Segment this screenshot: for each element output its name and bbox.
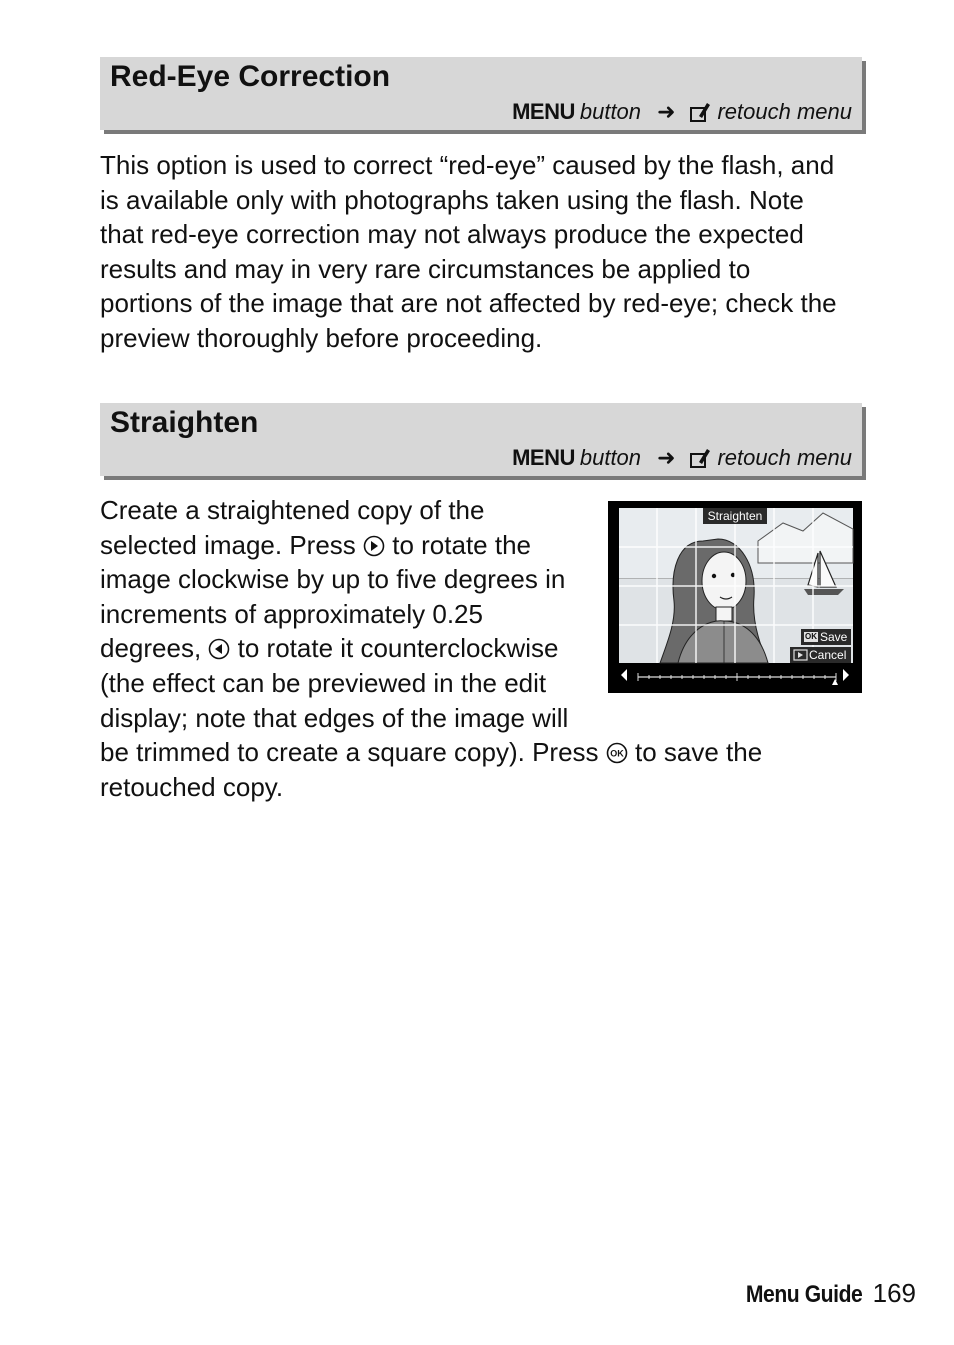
text-fragment: to rotate the [385, 529, 531, 560]
arrow-icon: ➜ [657, 445, 676, 470]
red-eye-header [100, 57, 862, 130]
svg-text:OK: OK [610, 748, 624, 759]
paragraph-line: (the effect can be previewed in the edit [100, 667, 547, 698]
menu-button-key: MENU [512, 99, 575, 124]
text-fragment: to rotate it counterclockwise [230, 633, 559, 664]
text-fragment: to save the [627, 737, 763, 768]
preview-cancel-label: Cancel [809, 648, 847, 662]
menu-name: retouch menu [717, 445, 852, 470]
section-title: Straighten [110, 406, 259, 439]
retouch-menu-icon [689, 101, 711, 123]
menu-name: retouch menu [717, 99, 852, 124]
paragraph-line: increments of approximately 0.25 [100, 598, 483, 629]
menu-path [512, 445, 852, 471]
section-title: Red-Eye Correction [110, 60, 391, 93]
ok-button-icon [606, 742, 628, 764]
preview-save-label: Save [820, 630, 848, 644]
text-fragment: selected image. Press [100, 529, 364, 560]
footer-label: Menu Guide [746, 1281, 863, 1308]
menu-button-word: button [579, 99, 642, 124]
text-fragment: be trimmed to create a square copy). Press [100, 737, 606, 768]
menu-button-word: button [579, 445, 642, 470]
paragraph-line: that red-eye correction may not always produce the expected [100, 219, 804, 250]
paragraph-line: retouched copy. [100, 771, 284, 802]
straighten-header [100, 403, 862, 476]
multi-selector-left-icon [208, 638, 230, 660]
straighten-screen-preview [608, 501, 862, 693]
menu-path [512, 99, 852, 125]
paragraph-line: display; note that edges of the image will [100, 702, 569, 733]
arrow-icon: ➜ [657, 99, 676, 124]
preview-image [608, 501, 862, 693]
text-fragment: degrees, [100, 633, 209, 664]
paragraph-line: portions of the image that are not affected by red-eye; check the [100, 288, 837, 319]
page-footer [730, 1278, 916, 1309]
paragraph-line: This option is used to correct “red-eye” caused by the flash, and [100, 150, 835, 180]
preview-ok-key: OK [805, 632, 817, 641]
paragraph-line: Create a straightened copy of the [100, 495, 485, 525]
page-number: 169 [872, 1278, 916, 1308]
menu-button-key: MENU [512, 445, 575, 470]
paragraph-line: results and may in very rare circumstances be applied to [100, 253, 751, 284]
preview-title: Straighten [707, 509, 763, 523]
paragraph-line: image clockwise by up to five degrees in [100, 564, 566, 595]
multi-selector-right-icon [363, 535, 385, 557]
paragraph-line: preview thoroughly before proceeding. [100, 322, 543, 353]
red-eye-paragraph [100, 148, 837, 356]
retouch-menu-icon [689, 447, 711, 469]
paragraph-line [100, 735, 762, 770]
paragraph-line: is available only with photographs taken using the flash. Note [100, 184, 804, 215]
